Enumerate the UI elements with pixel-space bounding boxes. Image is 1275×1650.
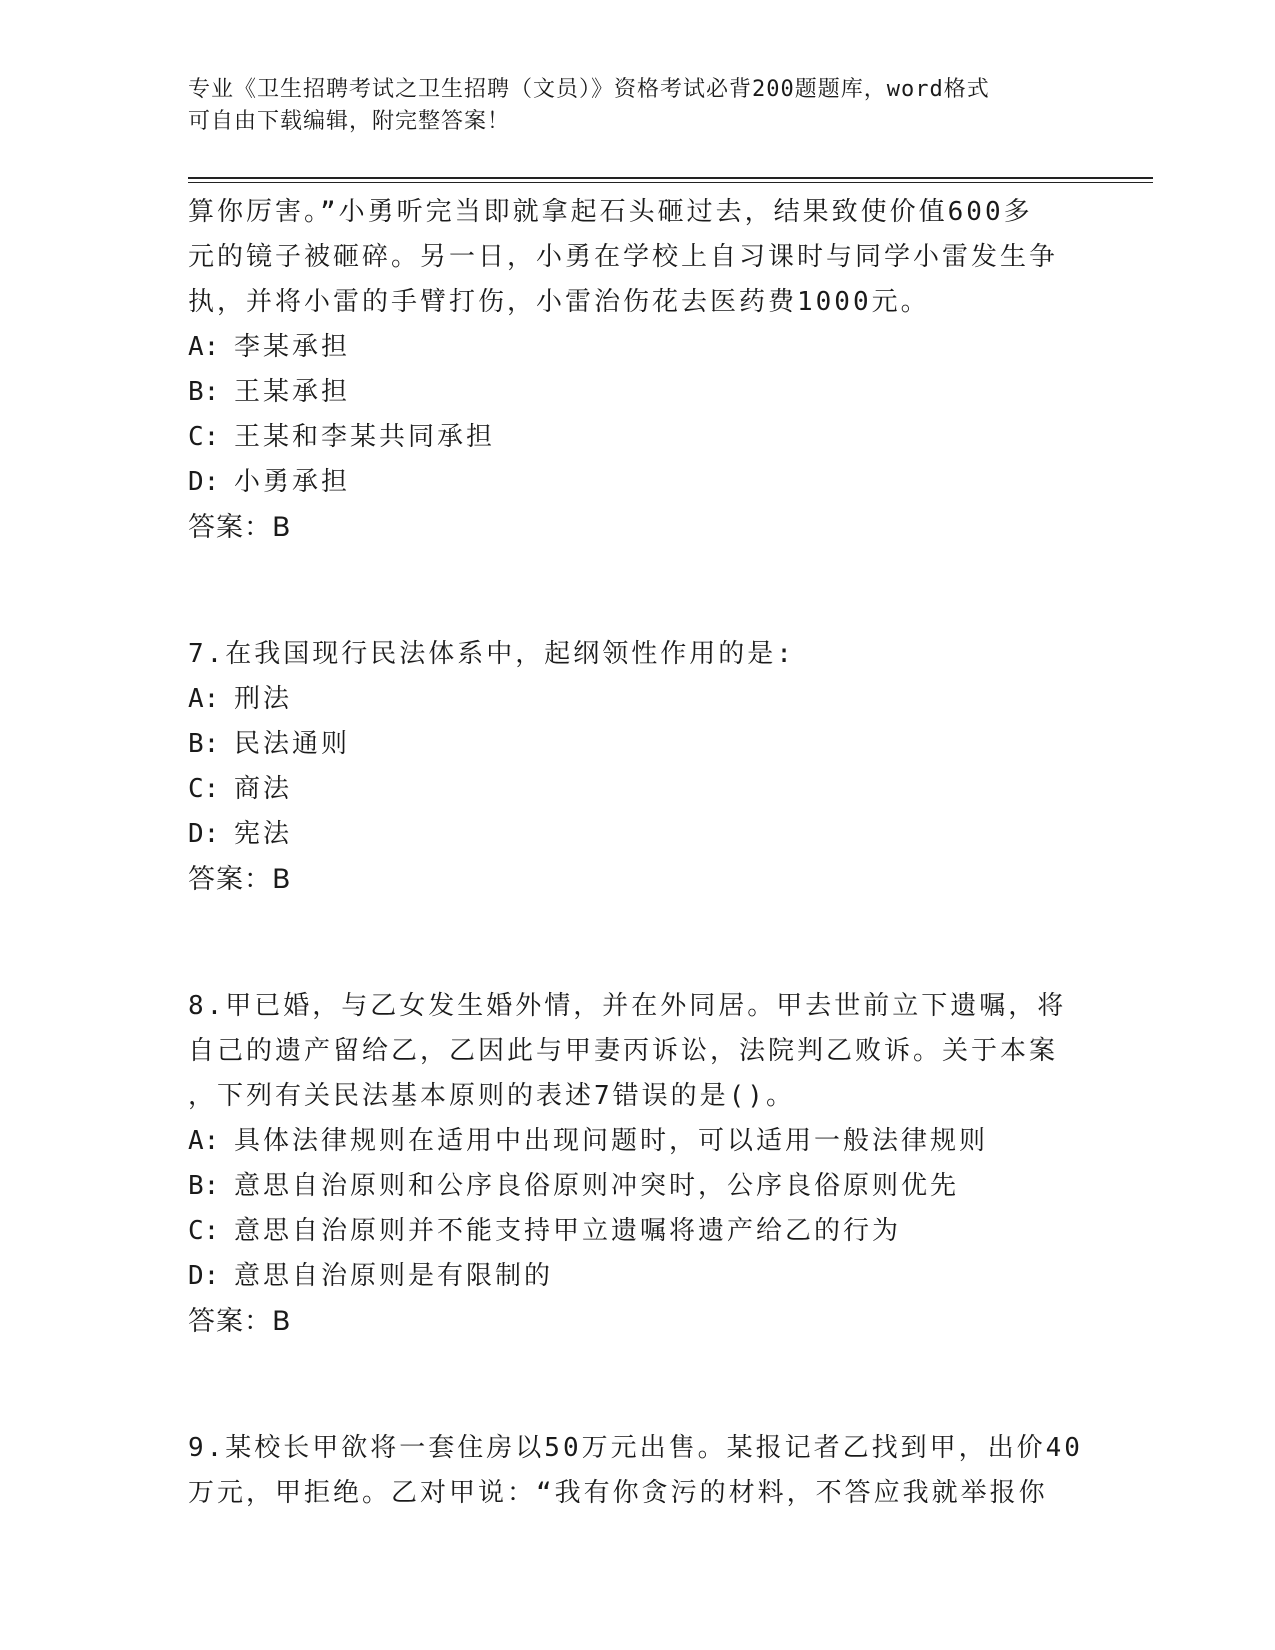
option-text: 宪法 [234,819,293,849]
question-text-line: 元的镜子被砸碎。另一日，小勇在学校上自习课时与同学小雷发生争 [188,242,1059,272]
option-text: 意思自治原则和公序良俗原则冲突时，公序良俗原则优先 [234,1171,960,1201]
option-c [188,415,1088,460]
header-title-line-2: 可自由下载编辑，附完整答案！ [188,109,511,134]
option-d [188,460,1088,505]
option-text: 意思自治原则并不能支持甲立遗嘱将遗产给乙的行为 [234,1216,902,1246]
header-title-line-1: 专业《卫生招聘考试之卫生招聘（文员）》资格考试必背200题题库，word格式 [188,77,990,102]
option-text: 具体法律规则在适用中出现问题时，可以适用一般法律规则 [234,1126,989,1156]
option-letter: D: [188,1261,220,1291]
option-letter: D: [188,467,220,497]
question-text-line: 万元，甲拒绝。乙对甲说：“我有你贪污的材料，不答应我就举报你 [188,1478,1048,1508]
option-text: 王某承担 [234,377,351,407]
answer-label: 答案：B [188,512,292,543]
question-text-line: 自己的遗产留给乙，乙因此与甲妻丙诉讼，法院判乙败诉。关于本案 [188,1036,1059,1066]
question-text-line: 9.某校长甲欲将一套住房以50万元出售。某报记者乙找到甲，出价40 [188,1433,1083,1463]
question-text-line: 算你厉害。”小勇听完当即就拿起石头砸过去，结果致使价值600多 [188,197,1033,227]
option-text: 意思自治原则是有限制的 [234,1261,554,1291]
option-letter: A: [188,684,220,714]
question-text-line: ，下列有关民法基本原则的表述7错误的是()。 [188,1081,795,1111]
option-b [188,370,1088,415]
option-b [188,722,1088,767]
answer-label: 答案：B [188,1306,292,1337]
spacer [188,550,1088,632]
option-text: 商法 [234,774,293,804]
answer-label: 答案：B [188,864,292,895]
header-divider-thin [188,182,1153,183]
question-9 [188,1426,1088,1516]
option-text: 小勇承担 [234,467,351,497]
document-body [188,190,1088,1516]
header-divider-thick [188,177,1153,179]
option-letter: A: [188,332,220,362]
option-letter: C: [188,422,220,452]
option-letter: B: [188,729,220,759]
option-c [188,767,1088,812]
question-text-line: 8.甲已婚，与乙女发生婚外情，并在外同居。甲去世前立下遗嘱，将 [188,991,1067,1021]
question-text-line: 执，并将小雷的手臂打伤，小雷治伤花去医药费1000元。 [188,287,930,317]
question-8 [188,984,1088,1344]
spacer [188,1344,1088,1426]
option-letter: B: [188,1171,220,1201]
option-letter: C: [188,774,220,804]
question-7 [188,632,1088,902]
spacer [188,902,1088,984]
option-text: 王某和李某共同承担 [234,422,496,452]
option-text: 李某承担 [234,332,351,362]
option-a [188,325,1088,370]
document-header [188,74,1088,138]
question-text-line: 7.在我国现行民法体系中，起纲领性作用的是: [188,639,795,669]
option-text: 民法通则 [234,729,351,759]
question-6-tail [188,190,1088,550]
option-letter: D: [188,819,220,849]
option-d [188,812,1088,857]
option-a [188,1119,1088,1164]
option-letter: C: [188,1216,220,1246]
option-letter: B: [188,377,220,407]
option-c [188,1209,1088,1254]
option-d [188,1254,1088,1299]
option-text: 刑法 [234,684,293,714]
option-letter: A: [188,1126,220,1156]
option-b [188,1164,1088,1209]
option-a [188,677,1088,722]
